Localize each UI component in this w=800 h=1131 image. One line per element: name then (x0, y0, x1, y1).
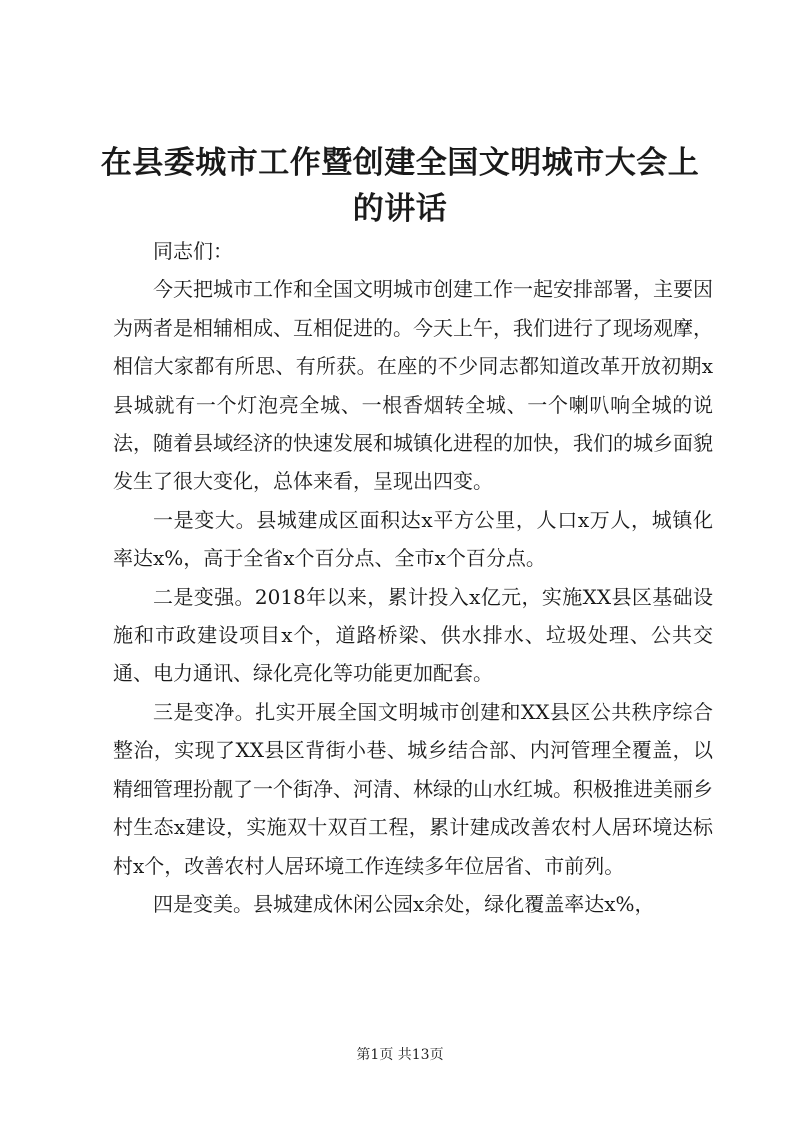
page-number-footer: 第1页 共13页 (356, 1047, 444, 1063)
document-body (113, 232, 713, 923)
paragraph-stronger: 二是变强。2018年以来，累计投入x亿元，实施XX县区基础设施和市政建设项目x个，道路桥梁、供水排水、垃圾处理、公共交通、电力通讯、绿化亮化等功能更加配套。 (113, 584, 713, 686)
salutation: 同志们： (153, 239, 233, 263)
paragraph-intro: 今天把城市工作和全国文明城市创建工作一起安排部署，主要因为两者是相辅相成、互相促进的。今天上午，我们进行了现场观摩，相信大家都有所思、有所获。在座的不少同志都知道改革开放初期x县城就有一个灯泡亮全城、一根香烟转全城、一个喇叭响全城的说法，随着县域经济的快速发展和城镇化进程的加快，我们的城乡面貌发生了很大变化，总体来看，呈现出四变。 (113, 277, 713, 494)
paragraph-bigger: 一是变大。县城建成区面积达x平方公里，人口x万人，城镇化率达x%，高于全省x个百分点、全市x个百分点。 (113, 507, 713, 571)
paragraph-cleaner: 三是变净。扎实开展全国文明城市创建和XX县区公共秩序综合整治，实现了XX县区背街小巷、城乡结合部、内河管理全覆盖，以精细管理扮靓了一个街净、河清、林绿的山水红城。积极推进美丽乡村生态x建设，实施双十双百工程，累计建成改善农村人居环境达标村x个，改善农村人居环境工作连续多年位居省、市前列。 (113, 699, 713, 878)
document-title: 在县委城市工作暨创建全国文明城市大会上的讲话 (100, 145, 700, 227)
paragraph-prettier: 四是变美。县城建成休闲公园x余处，绿化覆盖率达x%， (153, 891, 655, 916)
